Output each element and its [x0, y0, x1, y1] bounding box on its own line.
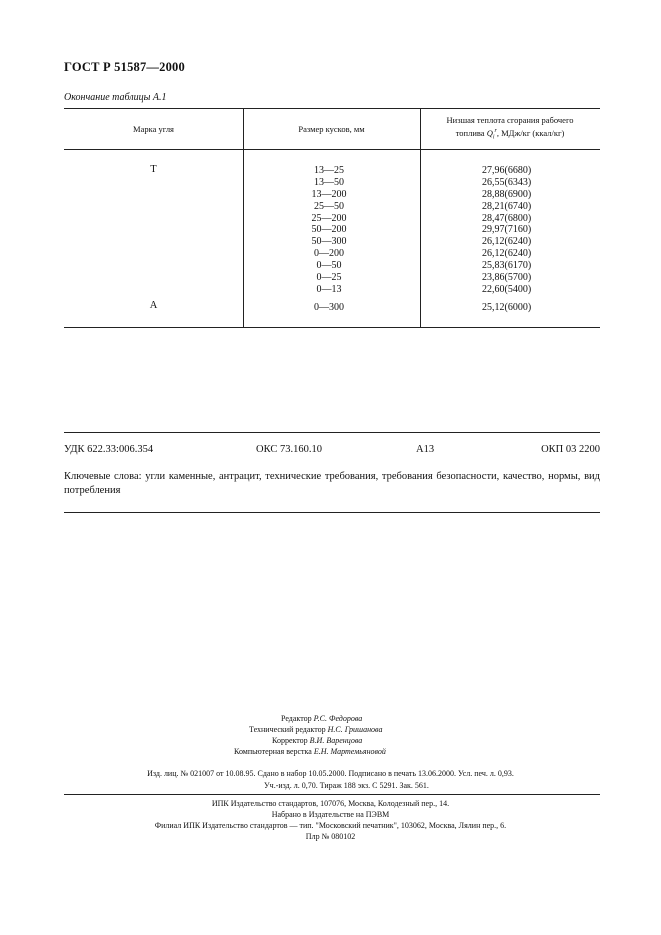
size-cell: 0—25: [316, 272, 342, 284]
divider: [64, 432, 600, 433]
heat-symbol: [486, 127, 497, 141]
grade-label: Т: [150, 164, 157, 175]
heat-cell: 22,60(5400): [482, 283, 532, 295]
size-cell: 25—50: [314, 200, 344, 212]
editor-line: [281, 714, 362, 725]
column-header-size: Размер кусков, мм: [298, 123, 365, 134]
heat-symbol-letter: Q: [486, 127, 493, 138]
document-title: ГОСТ Р 51587—2000: [64, 60, 185, 74]
publisher-line: ИПК Издательство стандартов, 107076, Москва, Колодезный пер., 14.: [211, 799, 450, 808]
size-cell: 0—13: [316, 283, 342, 295]
heat-cell: 25,12(6000): [482, 301, 532, 313]
print-line: Уч.-изд. л. 0,70. Тираж 188 экз. С 5291. Зак. 561.: [264, 781, 429, 790]
heat-cell: 25,83(6170): [482, 260, 532, 272]
editor-name: Р.С. Федорова: [313, 714, 363, 723]
layout-name: Е.Н. Мартемьяновой: [313, 747, 386, 756]
size-cell: 13—25: [314, 165, 344, 176]
heat-symbol-sup: r: [494, 127, 497, 134]
heat-cell: 26,55(6343): [482, 176, 532, 188]
layout-label: Компьютерная верстка: [234, 747, 312, 756]
heat-column: [482, 165, 572, 314]
heat-cell: 26,12(6240): [482, 248, 532, 260]
branch-line: Филиал ИПК Издательство стандартов — тип. "Московский печатник", 103062, Москва, Лялин пер., 6.: [154, 821, 507, 830]
size-cell: 50—300: [311, 236, 347, 248]
plr-line: Плр № 080102: [305, 832, 356, 841]
coal-table: [64, 108, 600, 328]
corrector-label: Корректор: [272, 736, 308, 745]
size-cell: 0—200: [314, 248, 344, 260]
udk-code: УДК 622.33:006.354: [64, 444, 154, 455]
header-divider: [64, 149, 600, 150]
keywords: Ключевые слова: угли каменные, антрацит, технические требования, требования безопасности, качество, нормы, вид потребления: [64, 471, 600, 496]
heat-cell: 28,21(6740): [482, 200, 532, 212]
column-header-grade: Марка угля: [133, 123, 174, 134]
grade-label: А: [149, 300, 158, 311]
heat-cell: 28,88(6900): [482, 188, 532, 200]
corrector-name: В.И. Варенцова: [309, 736, 363, 745]
license-line: Изд. лиц. № 021007 от 10.08.95. Сдано в набор 10.05.2000. Подписано в печать 13.06.2000. Усл. печ. л. 0,93.: [147, 769, 514, 778]
size-column: [294, 165, 364, 314]
heat-cell: 27,96(6680): [482, 165, 532, 176]
size-cell: 13—200: [311, 188, 347, 200]
layout-line: [234, 747, 386, 758]
column-header-heat: [420, 109, 600, 149]
divider: [64, 794, 600, 795]
table-caption: Окончание таблицы А.1: [64, 92, 167, 103]
tech-editor-label: Технический редактор: [249, 725, 326, 734]
typeset-line: Набрано в Издательстве на ПЭВМ: [271, 810, 390, 819]
heat-cell: 23,86(5700): [482, 272, 532, 284]
oks-code: ОКС 73.160.10: [256, 444, 322, 455]
tech-editor-line: [249, 725, 382, 736]
heat-header-suffix: , МДж/кг (ккал/кг): [496, 127, 565, 138]
heat-header-line2: [430, 126, 590, 144]
heat-cell: 26,12(6240): [482, 236, 532, 248]
heat-cell: 29,97(7160): [482, 224, 532, 236]
divider: [64, 512, 600, 513]
classification-codes: [64, 444, 600, 458]
heat-header-prefix: топлива: [455, 127, 485, 138]
heat-header-line1: Низшая теплота сгорания рабочего: [446, 114, 574, 125]
editor-label: Редактор: [281, 714, 312, 723]
category-code: А13: [416, 444, 435, 455]
size-cell: 0—50: [316, 260, 342, 272]
heat-cell: 28,47(6800): [482, 212, 532, 224]
heat-symbol-sub: i: [492, 134, 495, 141]
size-cell: 0—300: [314, 301, 344, 313]
size-cell: 50—200: [311, 224, 347, 236]
corrector-line: [272, 736, 362, 747]
tech-editor-name: Н.С. Гришанова: [327, 725, 383, 734]
size-cell: 13—50: [314, 176, 344, 188]
size-cell: 25—200: [311, 212, 347, 224]
okp-code: ОКП 03 2200: [541, 444, 600, 455]
